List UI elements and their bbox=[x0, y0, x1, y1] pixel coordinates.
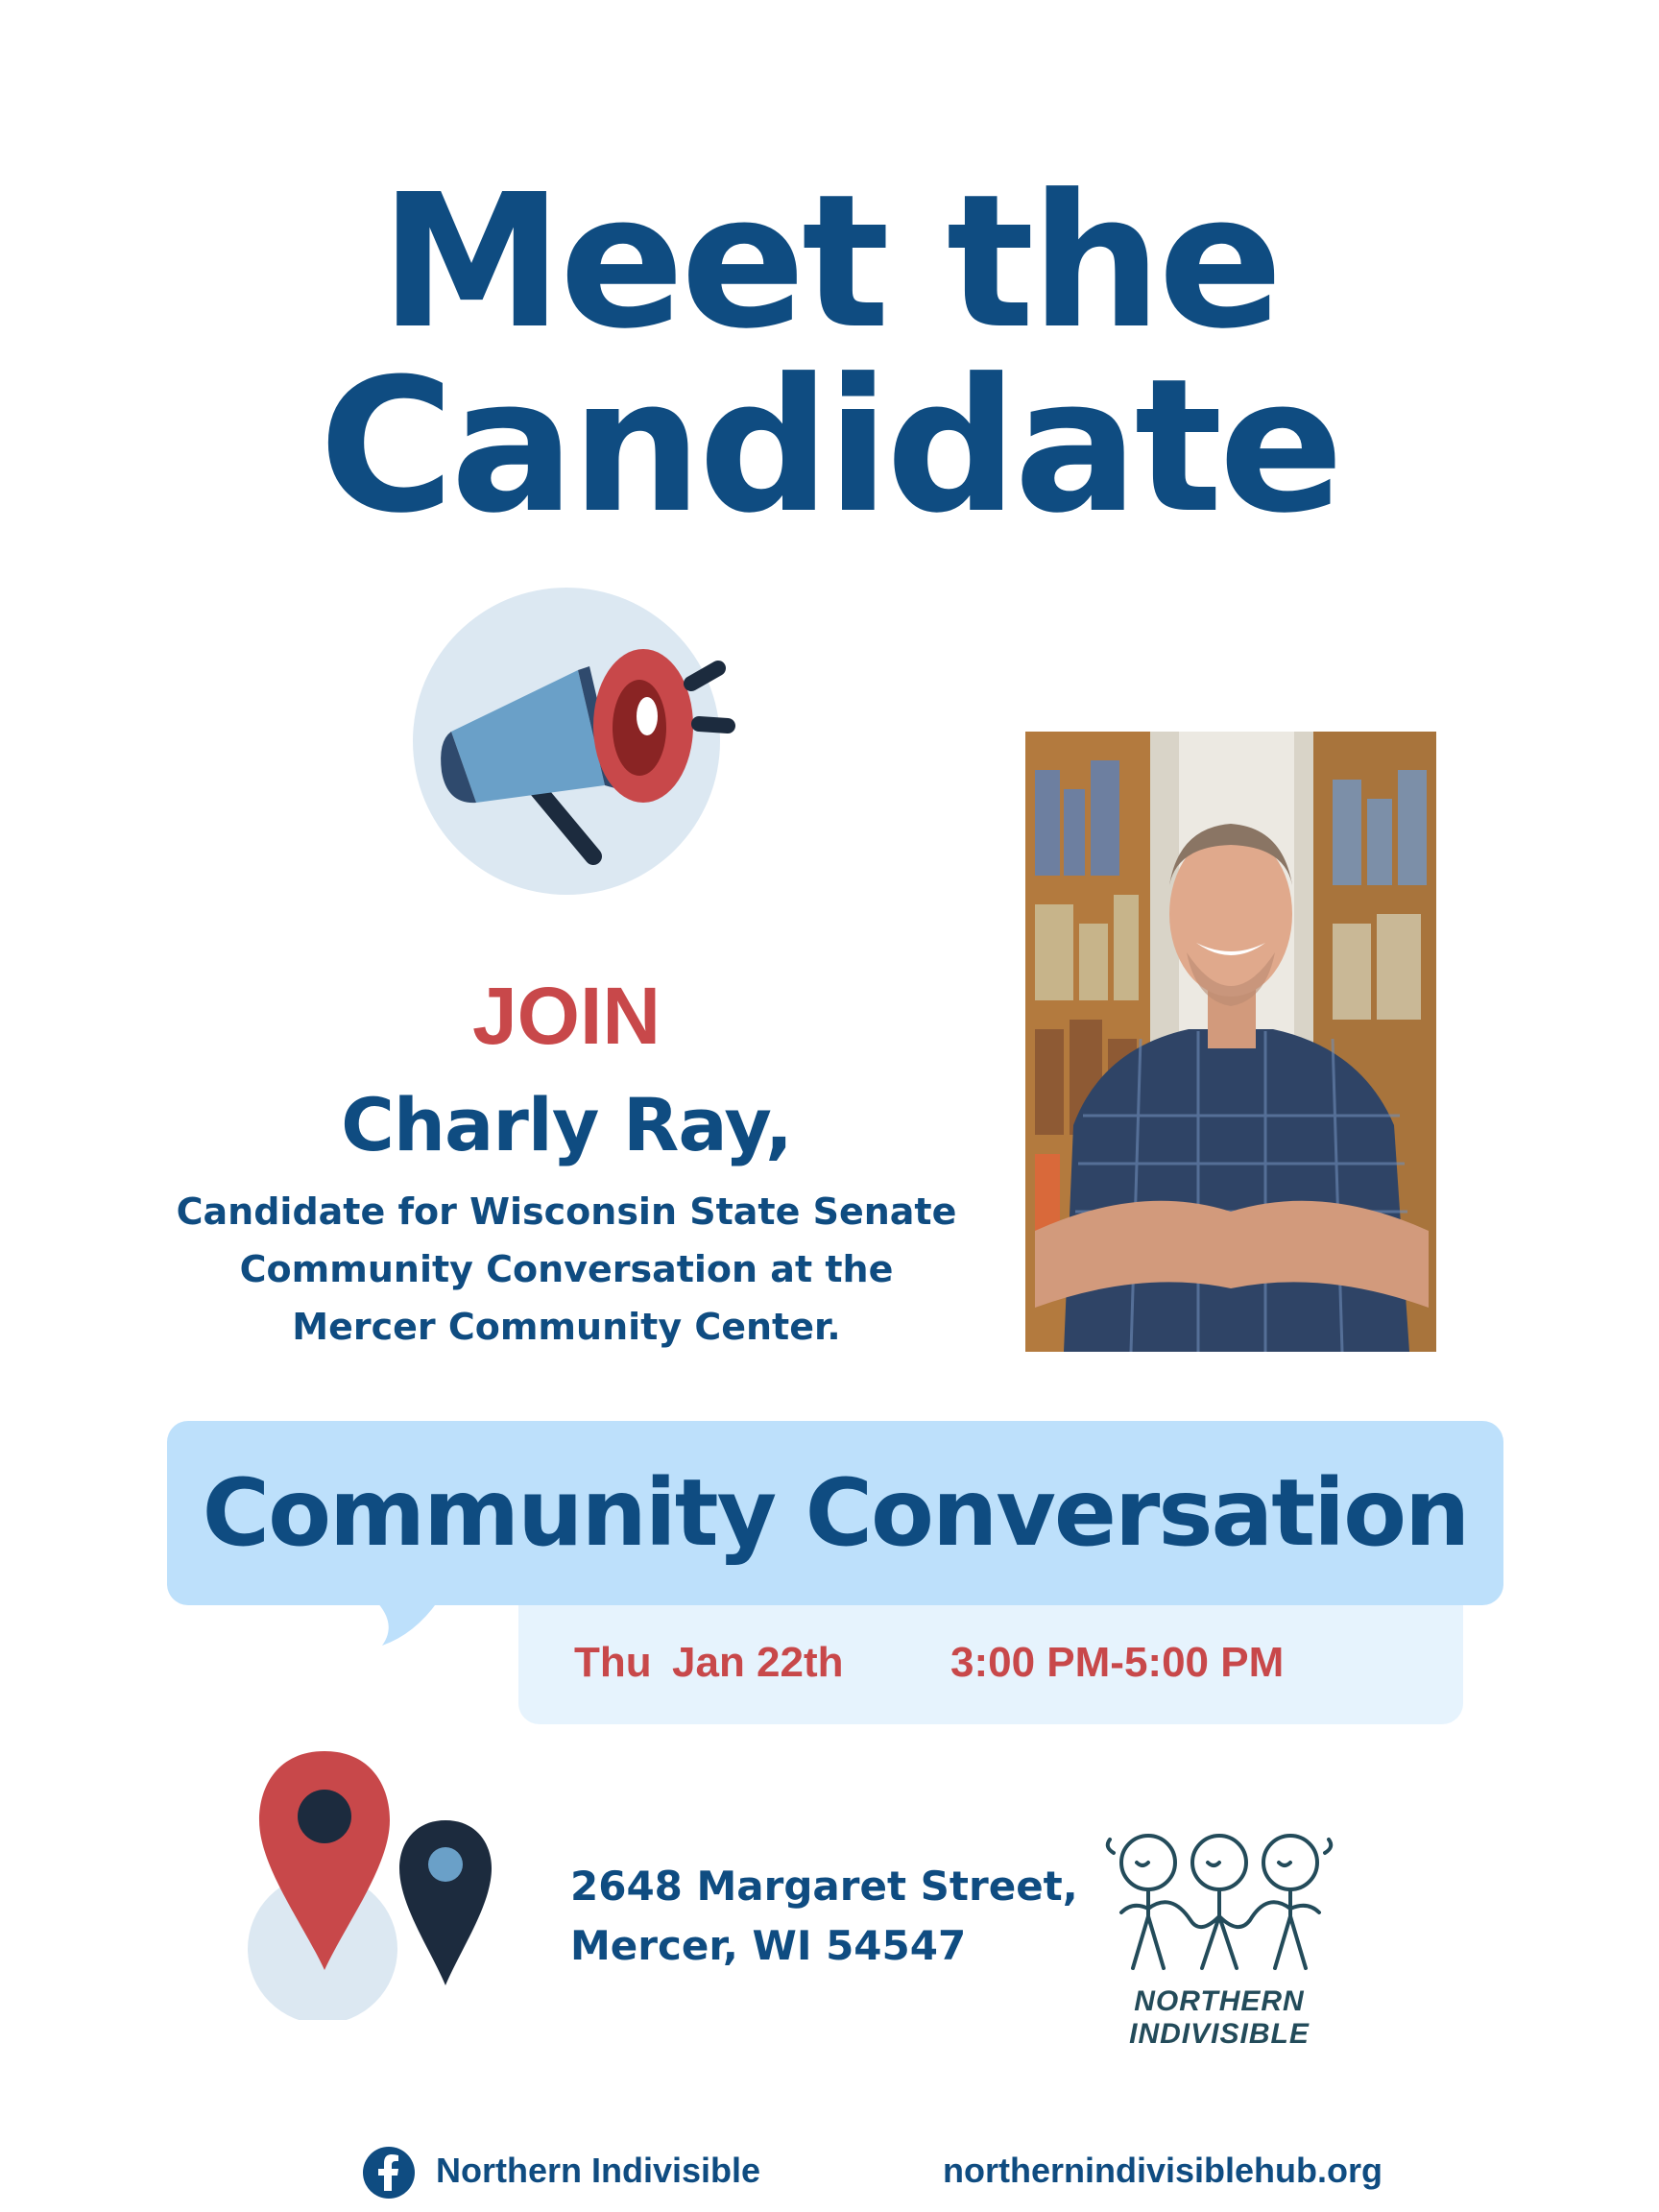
page-title-line2: Candidate bbox=[319, 340, 1340, 554]
bubble-tail bbox=[376, 1601, 444, 1649]
megaphone-icon bbox=[413, 588, 739, 914]
logo-text-line2: INDIVISIBLE bbox=[1129, 2018, 1310, 2050]
address-line1: 2648 Margaret Street, bbox=[570, 1863, 1078, 1910]
logo-text-line1: NORTHERN bbox=[1134, 1985, 1305, 2017]
description-line3: Mercer Community Center. bbox=[292, 1306, 841, 1348]
page-title-line1: Meet the bbox=[379, 156, 1280, 370]
candidate-photo bbox=[1025, 732, 1436, 1352]
website-link[interactable]: northernindivisiblehub.org bbox=[943, 2151, 1382, 2190]
facebook-link[interactable]: Northern Indivisible bbox=[436, 2151, 761, 2190]
candidate-name: Charly Ray, bbox=[341, 1082, 792, 1167]
event-time: 3:00 PM-5:00 PM bbox=[950, 1639, 1285, 1686]
description-line1: Candidate for Wisconsin State Senate bbox=[176, 1190, 957, 1233]
join-label: JOIN bbox=[471, 971, 661, 1061]
location-pin-icon bbox=[248, 1751, 497, 2020]
address-line2: Mercer, WI 54547 bbox=[570, 1922, 967, 1969]
event-label: Community Conversation bbox=[202, 1459, 1469, 1567]
event-day: Thu bbox=[574, 1639, 652, 1686]
northern-indivisible-logo bbox=[1094, 1824, 1344, 2055]
facebook-icon[interactable] bbox=[363, 2147, 415, 2199]
logo-figures-icon bbox=[1094, 1824, 1344, 1987]
description-line2: Community Conversation at the bbox=[239, 1248, 894, 1290]
event-date: Jan 22th bbox=[672, 1639, 844, 1686]
